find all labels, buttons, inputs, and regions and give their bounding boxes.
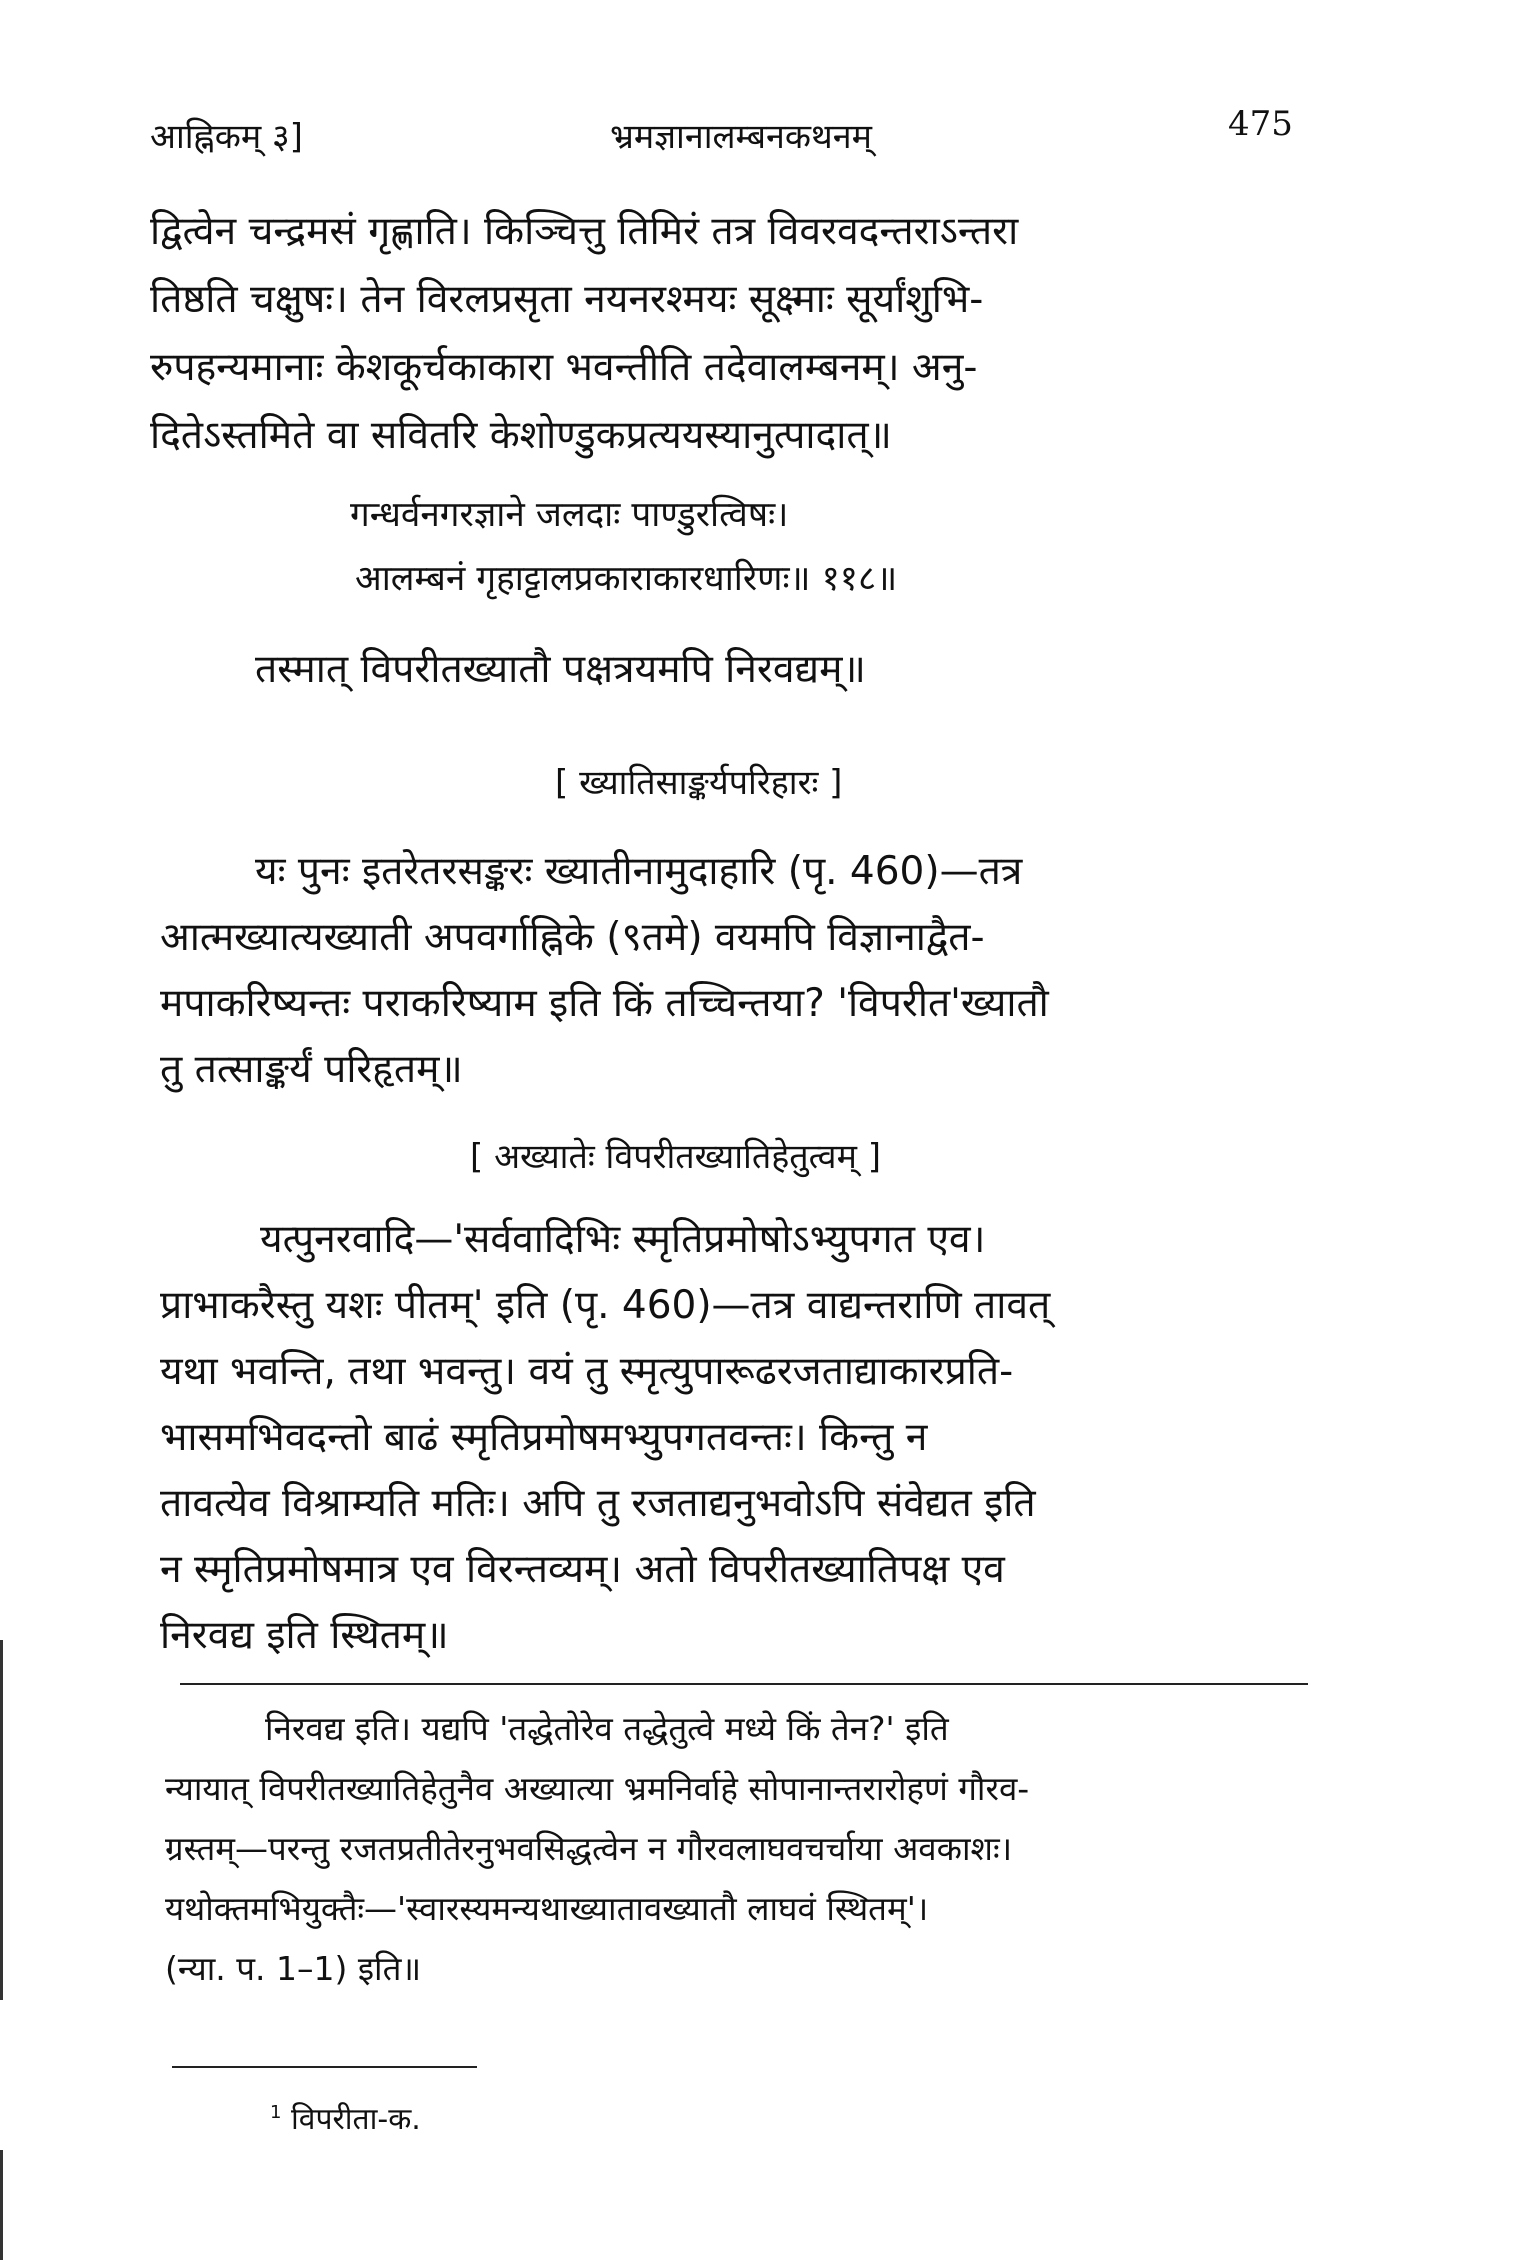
section-title: भ्रमज्ञानालम्बनकथनम् (610, 117, 872, 157)
text-line: दितेऽस्तमिते वा सवितरि केशोण्डुकप्रत्ययस्यानुत्पादात्॥ (150, 413, 892, 458)
verse-line: आलम्बनं गृहाट्टालप्रकाराकारधारिणः॥ ११८॥ (355, 559, 898, 599)
text-line: यत्पुनरवादि—'सर्ववादिभिः स्मृतिप्रमोषोऽभ्युपगत एव। (260, 1217, 986, 1262)
conclusion-line: तस्मात् विपरीतख्यातौ पक्षत्रयमपि निरवद्यम्॥ (255, 647, 866, 692)
text-line: न स्मृतिप्रमोषमात्र एव विरन्तव्यम्। अतो विपरीतख्यातिपक्ष एव (160, 1547, 1005, 1592)
commentary-line: ग्रस्तम्—परन्तु रजतप्रतीतेरनुभवसिद्धत्वेन न गौरवलाघवचर्चाया अवकाशः। (165, 1829, 1013, 1868)
footnote (270, 2104, 421, 2135)
text-line: मपाकरिष्यन्तः पराकरिष्याम इति किं तच्चिन्तया? 'विपरीत'ख्यातौ (160, 981, 1049, 1026)
chapter-label: आह्निकम् ३] (150, 117, 303, 157)
text-line: प्राभाकरैस्तु यशः पीतम्' इति (पृ. 460)—तत्र वाद्यन्तराणि तावत् (160, 1283, 1051, 1328)
commentary-divider (180, 1683, 1308, 1685)
commentary-line: निरवद्य इति। यद्यपि 'तद्धेतोरेव तद्धेतुत्वे मध्ये किं तेन?' इति (265, 1709, 949, 1748)
text-line: द्वित्वेन चन्द्रमसं गृह्णाति। किञ्चित्तु तिमिरं तत्र विवरवदन्तराऽन्तरा (150, 209, 1019, 254)
commentary-line: (न्या. प. 1–1) इति॥ (165, 1949, 422, 1988)
text-line: निरवद्य इति स्थितम्॥ (160, 1613, 449, 1658)
text-line: रुपहन्यमानाः केशकूर्चकाकारा भवन्तीति तदेवालम्बनम्। अनु- (150, 345, 978, 390)
section-heading: [ अख्यातेः विपरीतख्यातिहेतुत्वम् ] (470, 1137, 881, 1177)
verse-line: गन्धर्वनगरज्ञाने जलदाः पाण्डुरत्विषः। (350, 495, 789, 535)
text-line: यः पुनः इतरेतरसङ्करः ख्यातीनामुदाहारि (पृ. 460)—तत्र (255, 849, 1023, 894)
page-number: 475 (1228, 104, 1293, 144)
text-line: तिष्ठति चक्षुषः। तेन विरलप्रसृता नयनरश्मयः सूक्ष्माः सूर्यांशुभि- (150, 277, 984, 322)
text-line: तावत्येव विश्राम्यति मतिः। अपि तु रजताद्यनुभवोऽपि संवेद्यत इति (160, 1481, 1036, 1526)
section-heading: [ ख्यातिसाङ्कर्यपरिहारः ] (555, 763, 843, 803)
text-line: यथा भवन्ति, तथा भवन्तु। वयं तु स्मृत्युपारूढरजताद्याकारप्रति- (160, 1349, 1014, 1394)
scan-edge-mark (0, 2150, 3, 2260)
commentary-line: न्यायात् विपरीतख्यातिहेतुनैव अख्यात्या भ्रमनिर्वाहे सोपानान्तरारोहणं गौरव- (165, 1769, 1030, 1808)
scan-edge-mark (0, 1640, 3, 2000)
footnote-text: विपरीता-क. (291, 2102, 421, 2137)
footnote-marker: 1 (270, 2102, 282, 2123)
text-line: आत्मख्यात्यख्याती अपवर्गाह्निके (९तमे) वयमपि विज्ञानाद्वैत- (160, 915, 985, 960)
footnote-divider (172, 2066, 477, 2068)
text-line: तु तत्साङ्कर्यं परिहृतम्॥ (160, 1047, 463, 1092)
text-line: भासमभिवदन्तो बाढं स्मृतिप्रमोषमभ्युपगतवन्तः। किन्तु न (160, 1415, 928, 1460)
commentary-line: यथोक्तमभियुक्तैः—'स्वारस्यमन्यथाख्यातावख्यातौ लाघवं स्थितम्'। (165, 1889, 929, 1928)
